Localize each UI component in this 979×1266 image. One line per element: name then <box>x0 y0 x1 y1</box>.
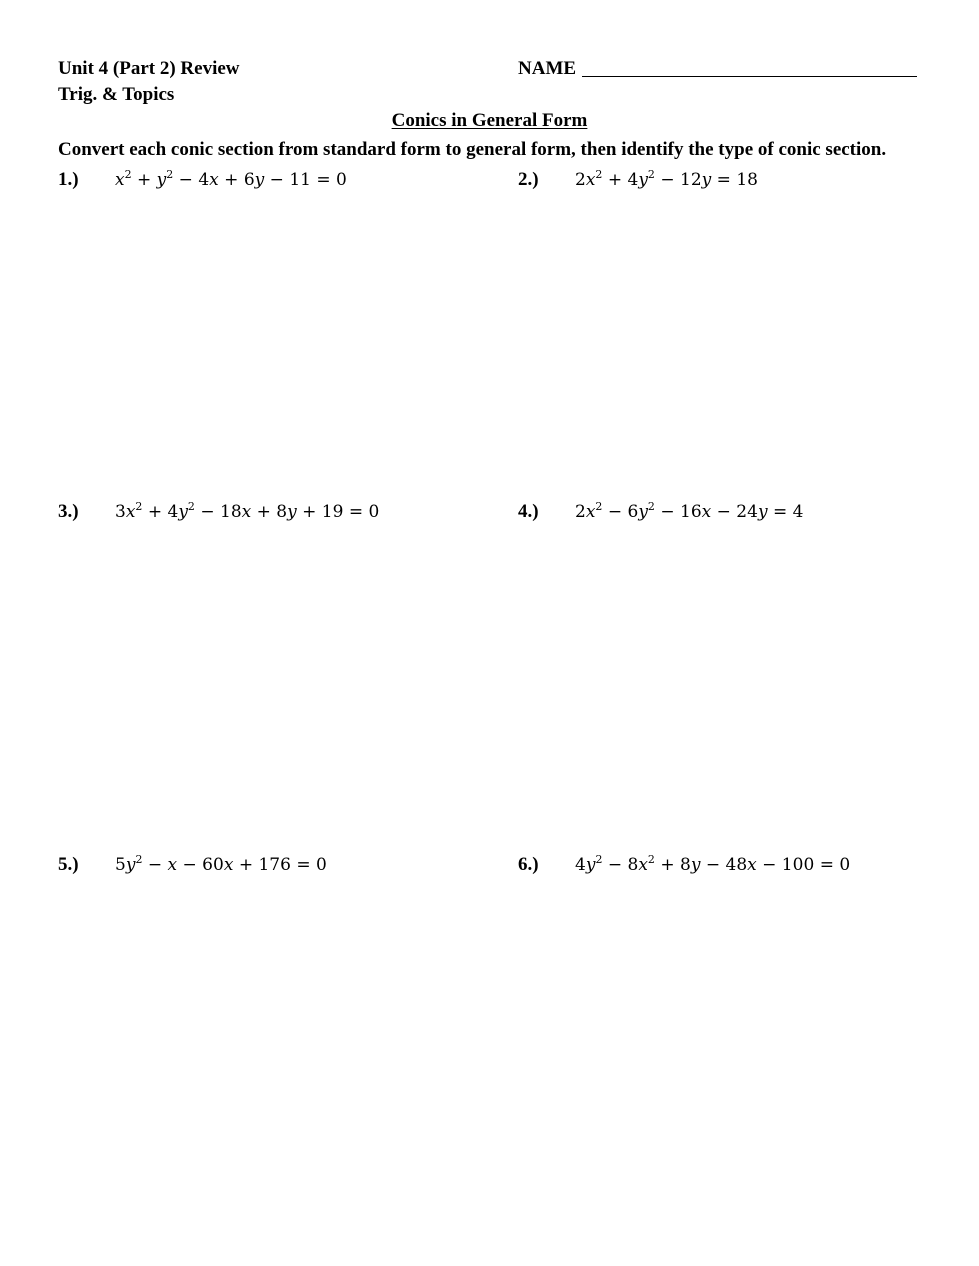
problem-number: 2.) <box>518 169 539 190</box>
problem-equation: $5y^2 - x - 60x + 176 = 0$ <box>115 853 327 875</box>
problem-equation: $2x^2 - 6y^2 - 16x - 24y = 4$ <box>575 500 804 522</box>
problem-number: 4.) <box>518 501 539 522</box>
unit-title: Unit 4 (Part 2) Review <box>58 58 240 79</box>
section-title: Conics in General Form <box>391 110 588 131</box>
section-title-container <box>0 110 979 132</box>
problem-6 <box>518 853 958 877</box>
problem-number: 6.) <box>518 854 539 875</box>
problem-equation: $4y^2 - 8x^2 + 8y - 48x - 100 = 0$ <box>575 853 851 875</box>
problem-1 <box>58 168 498 192</box>
course-title: Trig. & Topics <box>58 84 175 105</box>
problem-2 <box>518 168 958 192</box>
instructions: Convert each conic section from standard form to general form, then identify the type of conic section. <box>58 139 887 160</box>
problem-number: 1.) <box>58 169 79 190</box>
name-blank-line[interactable] <box>582 76 917 77</box>
problem-number: 5.) <box>58 854 79 875</box>
name-label: NAME <box>518 58 577 79</box>
problem-3 <box>58 500 498 524</box>
problem-5 <box>58 853 498 877</box>
problem-number: 3.) <box>58 501 79 522</box>
problem-equation: $x^2 + y^2 - 4x + 6y - 11 = 0$ <box>115 168 347 190</box>
problem-4 <box>518 500 958 524</box>
problem-equation: $2x^2 + 4y^2 - 12y = 18$ <box>575 168 758 190</box>
problem-equation: $3x^2 + 4y^2 - 18x + 8y + 19 = 0$ <box>115 500 380 522</box>
